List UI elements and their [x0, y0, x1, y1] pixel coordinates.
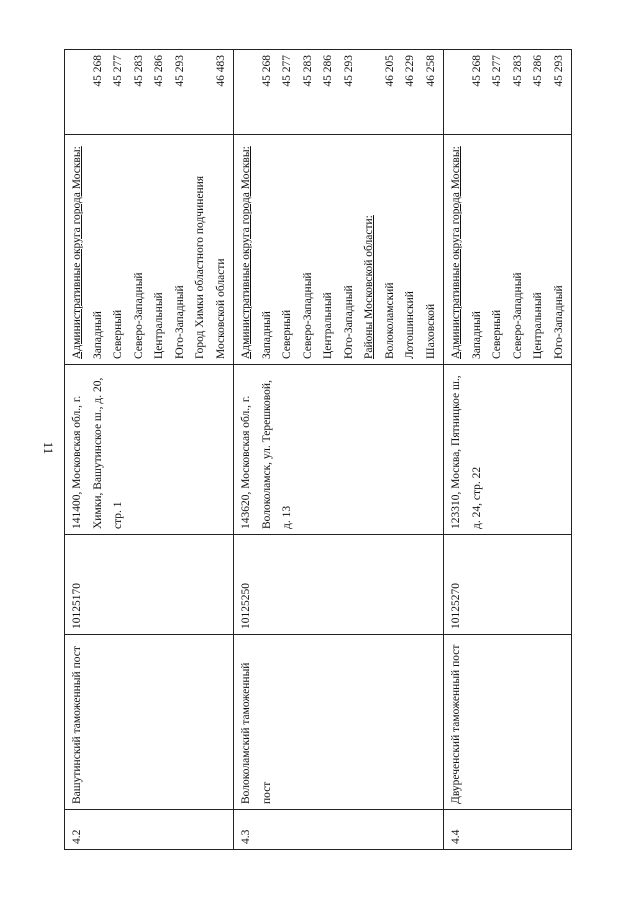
post-code-cell: 10125170: [65, 535, 234, 635]
region-name: Северо-Западный: [301, 272, 314, 359]
page-number: 11: [41, 441, 56, 455]
oktmo-code: 45 277: [491, 55, 503, 87]
region-name: Северо-Западный: [511, 272, 524, 359]
customs-posts-table: [64, 49, 572, 850]
oktmo-code: 45 268: [470, 55, 483, 87]
region-name: Центральный: [153, 292, 165, 359]
table-body: [65, 50, 572, 850]
oktmo-code: 46 229: [404, 55, 416, 87]
oktmo-code: 45 283: [132, 55, 145, 87]
post-code-cell: 10125250: [234, 535, 444, 635]
oktmo-code: 45 283: [511, 55, 524, 87]
oktmo-code: 45 286: [153, 55, 165, 87]
oktmo-code: [359, 55, 380, 129]
region-name: Город Химки областного подчинения Московской области: [194, 175, 227, 359]
oktmo-cell: [234, 50, 444, 135]
region-name: Западный: [260, 311, 273, 359]
oktmo-code: 45 277: [281, 55, 293, 87]
region-name: Северный: [112, 309, 124, 359]
post-address-cell: 143620, Московская обл., г. Волоколамск, ул. Терешковой, д. 13: [234, 365, 444, 535]
oktmo-code: 45 293: [552, 55, 565, 87]
oktmo-code: [446, 55, 467, 129]
oktmo-code: 45 286: [532, 55, 544, 87]
region-name: Северный: [491, 309, 503, 359]
region-name: Волоколамский: [383, 282, 396, 359]
region-name: Лотошинский: [404, 291, 416, 359]
post-name-cell: Двуреченский таможенный пост: [444, 635, 572, 810]
region-group-heading: Административные округа города Москвы:: [450, 146, 462, 359]
region-name: Западный: [470, 311, 483, 359]
oktmo-cell: [65, 50, 234, 135]
oktmo-code: 46 205: [383, 55, 396, 87]
table-row: [234, 50, 444, 850]
oktmo-code: 45 286: [322, 55, 334, 87]
post-address-cell: 123310, Москва, Пятницкое ш., д. 24, стр. 22: [444, 365, 572, 535]
region-name: Шаховской: [424, 303, 437, 359]
region-name: Центральный: [532, 292, 544, 359]
regions-cell: [234, 135, 444, 365]
rotated-page-content: [64, 50, 584, 850]
post-code-cell: 10125270: [444, 535, 572, 635]
row-number-cell: 4.4: [444, 810, 572, 850]
region-name: Северный: [281, 309, 293, 359]
region-name: Юго-Западный: [552, 285, 565, 359]
region-name: Юго-Западный: [173, 285, 186, 359]
oktmo-cell: [444, 50, 572, 135]
row-number-cell: 4.3: [234, 810, 444, 850]
region-group-heading: Административные округа города Москвы:: [240, 146, 252, 359]
oktmo-code: 45 277: [112, 55, 124, 87]
oktmo-code: 45 293: [342, 55, 355, 87]
oktmo-code: [67, 55, 88, 129]
region-name: Центральный: [322, 292, 334, 359]
table-row: [65, 50, 234, 850]
post-address-cell: 141400, Московская обл., г. Химки, Вашутинское ш., д. 20, стр. 1: [65, 365, 234, 535]
post-name-cell: Волоколамский таможенный пост: [234, 635, 444, 810]
table-row: [444, 50, 572, 850]
oktmo-code: 45 283: [301, 55, 314, 87]
oktmo-code: 45 293: [173, 55, 186, 87]
oktmo-code: 45 268: [260, 55, 273, 87]
oktmo-code: 46 258: [424, 55, 437, 87]
region-name: Западный: [91, 311, 104, 359]
oktmo-code: [236, 55, 257, 129]
region-group-heading: Районы Московской области:: [363, 215, 375, 359]
region-name: Северо-Западный: [132, 272, 145, 359]
region-group-heading: Административные округа города Москвы:: [71, 146, 83, 359]
region-name: Юго-Западный: [342, 285, 355, 359]
oktmo-code: 46 483: [214, 55, 227, 87]
row-number-cell: 4.2: [65, 810, 234, 850]
regions-cell: [65, 135, 234, 365]
oktmo-code: 45 268: [91, 55, 104, 87]
regions-cell: [444, 135, 572, 365]
post-name-cell: Вашутинский таможенный пост: [65, 635, 234, 810]
